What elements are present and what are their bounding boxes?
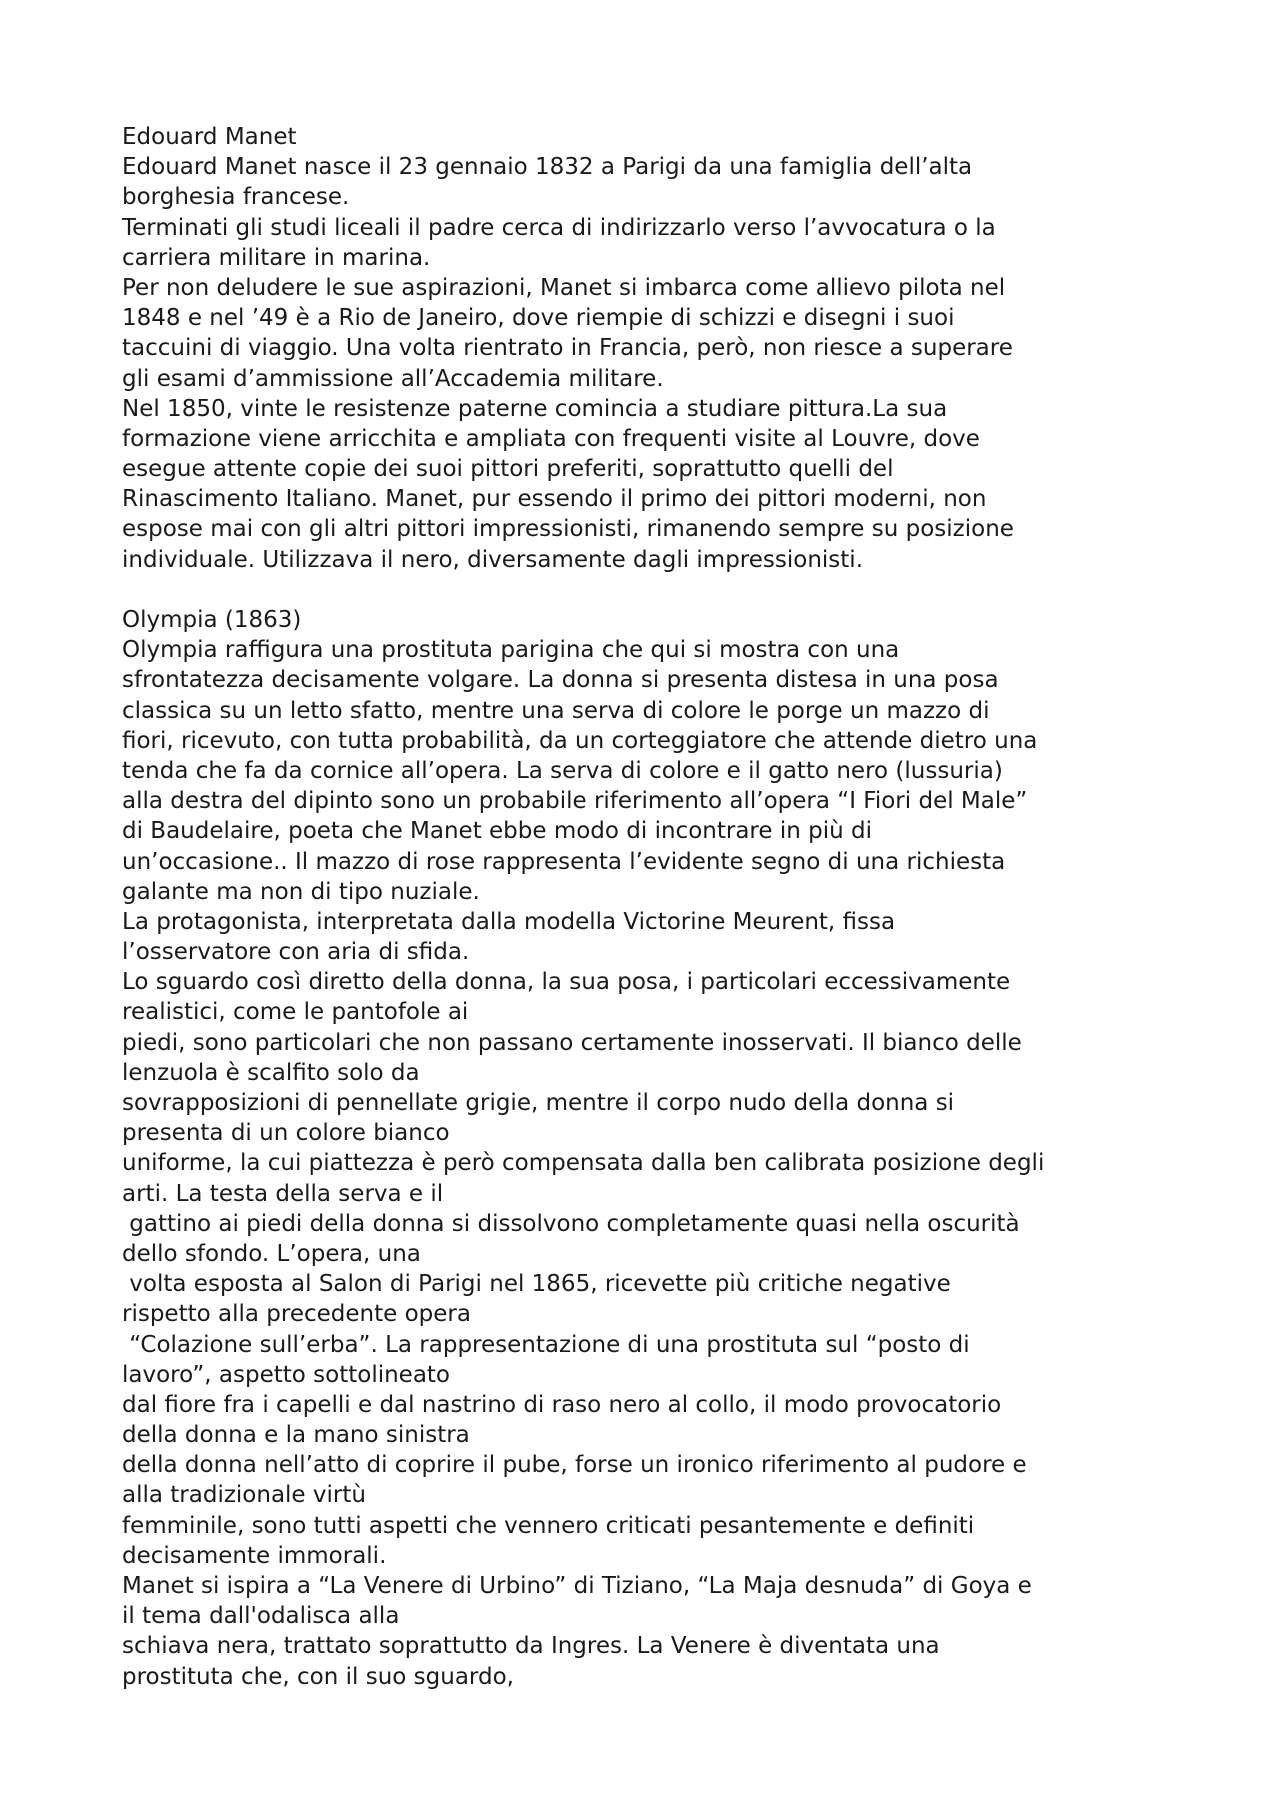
text-line: presenta di un colore bianco [122,1120,450,1147]
text-line: dal fiore fra i capelli e dal nastrino di raso nero al collo, il modo provocatorio [122,1391,1002,1418]
text-line: uniforme, la cui piattezza è però compensata dalla ben calibrata posizione degli [122,1150,1045,1177]
text-line: esegue attente copie dei suoi pittori preferiti, soprattutto quelli del [122,456,894,483]
text-line: galante ma non di tipo nuziale. [122,878,480,905]
text-line: alla destra del dipinto sono un probabile riferimento all’opera “I Fiori del Male” [122,788,1028,815]
text-line: Rinascimento Italiano. Manet, pur essendo il primo dei pittori moderni, non [122,486,987,513]
text-line: Olympia raffigura una prostituta parigina che qui si mostra con una [122,637,900,664]
text-line: l’osservatore con aria di sfida. [122,939,470,966]
text-line: “Colazione sull’erba”. La rappresentazione di una prostituta sul “posto di [122,1331,970,1358]
text-line: sovrapposizioni di pennellate grigie, mentre il corpo nudo della donna si [122,1090,955,1116]
text-line: della donna e la mano sinistra [122,1422,470,1449]
text-line: gattino ai piedi della donna si dissolvono completamente quasi nella oscurità [122,1210,1020,1237]
text-line: espose mai con gli altri pittori impressionisti, rimanendo sempre su posizione [122,516,1014,543]
text-line: borghesia francese. [122,184,350,211]
text-line: classica su un letto sfatto, mentre una serva di colore le porge un mazzo di [122,697,990,724]
text-line: schiava nera, trattato soprattutto da Ingres. La Venere è diventata una [122,1633,940,1660]
text-line: sfrontatezza decisamente volgare. La donna si presenta distesa in una posa [122,667,999,694]
text-line: Edouard Manet nasce il 23 gennaio 1832 a Parigi da una famiglia dell’alta [122,154,973,181]
text-line: La protagonista, interpretata dalla modella Victorine Meurent, fissa [122,908,896,935]
text-line: tenda che fa da cornice all’opera. La serva di colore e il gatto nero (lussuria) [122,757,1003,784]
text-line: lavoro”, aspetto sottolineato [122,1361,451,1388]
text-line: il tema dall'odalisca alla [122,1603,400,1630]
text-line: 1848 e nel ’49 è a Rio de Janeiro, dove riempie di schizzi e disegni i suoi [122,305,955,332]
text-line: carriera militare in marina. [122,244,431,271]
text-line: alla tradizionale virtù [122,1482,366,1509]
text-line: realistici, come le pantofole ai [122,999,469,1026]
text-line: Lo sguardo così diretto della donna, la sua posa, i particolari eccessivamente [122,969,1011,996]
text-line: piedi, sono particolari che non passano certamente inosservati. Il bianco delle [122,1029,1022,1056]
text-line: un’occasione.. Il mazzo di rose rappresenta l’evidente segno di una richiesta [122,848,1006,875]
text-line: dello sfondo. L’opera, una [122,1240,421,1267]
text-line: fiori, ricevuto, con tutta probabilità, da un corteggiatore che attende dietro una [122,727,1038,754]
text-line: lenzuola è scalfito solo da [122,1059,420,1086]
text-line: Per non deludere le sue aspirazioni, Manet si imbarca come allievo pilota nel [122,274,1006,301]
section-heading-olympia: Olympia (1863) [122,607,302,633]
text-line: formazione viene arricchita e ampliata con frequenti visite al Louvre, dove [122,425,980,452]
text-line: della donna nell’atto di coprire il pube, forse un ironico riferimento al pudore e [122,1452,1027,1479]
text-line: individuale. Utilizzava il nero, diversamente dagli impressionisti. [122,546,864,573]
text-line: taccuini di viaggio. Una volta rientrato in Francia, però, non riesce a superare [122,335,1013,362]
text-line: Nel 1850, vinte le resistenze paterne comincia a studiare pittura.La sua [122,395,948,422]
text-line: decisamente immorali. [122,1542,387,1569]
text-line: volta esposta al Salon di Parigi nel 1865, ricevette più critiche negative [122,1271,951,1298]
text-line: prostituta che, con il suo sguardo, [122,1663,514,1690]
text-line: rispetto alla precedente opera [122,1301,471,1328]
document-body [122,122,1182,1692]
text-line: Manet si ispira a “La Venere di Urbino” di Tiziano, “La Maja desnuda” di Goya e [122,1573,1032,1599]
section-heading-manet: Edouard Manet [122,124,297,150]
text-line: femminile, sono tutti aspetti che vennero criticati pesantemente e definiti [122,1512,975,1539]
text-line: di Baudelaire, poeta che Manet ebbe modo di incontrare in più di [122,818,872,845]
text-line: arti. La testa della serva e il [122,1180,444,1207]
paragraph-gap [122,575,1182,605]
text-line: gli esami d’ammissione all’Accademia militare. [122,365,664,392]
text-line: Terminati gli studi liceali il padre cerca di indirizzarlo verso l’avvocatura o la [122,214,996,241]
